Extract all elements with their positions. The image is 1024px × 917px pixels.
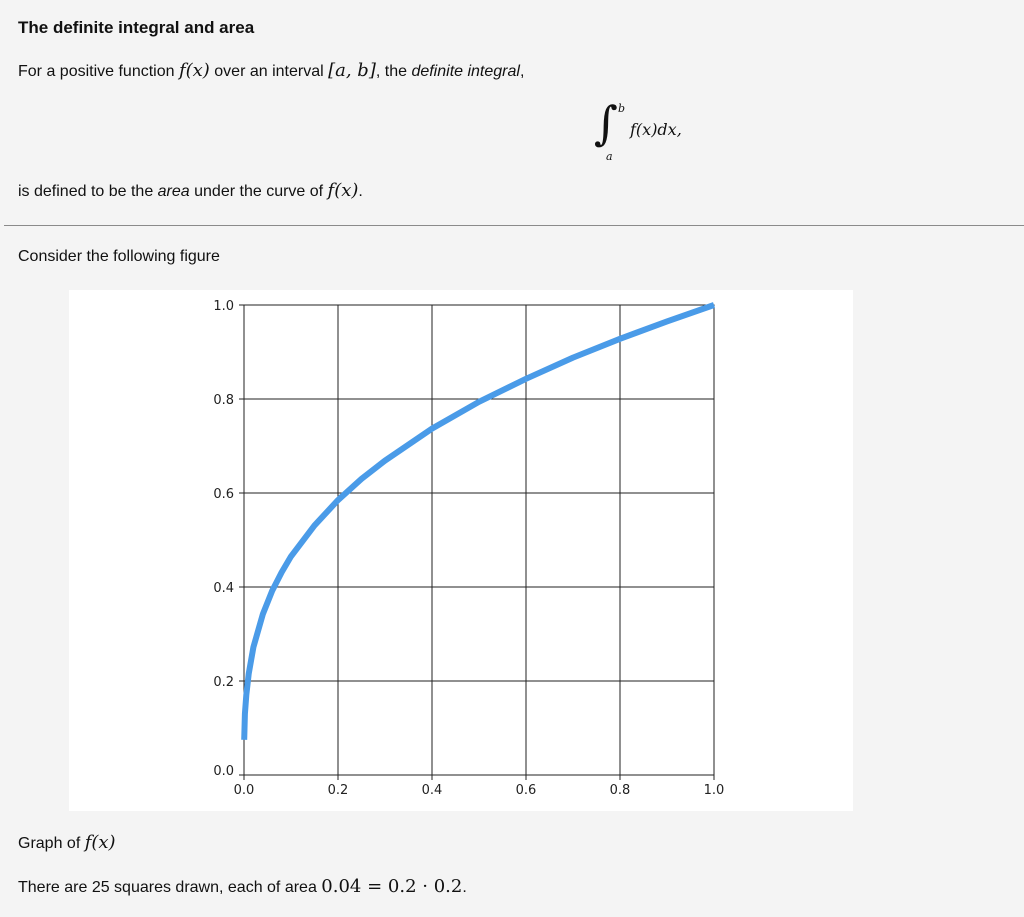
integral-equation <box>594 96 734 170</box>
y-tick-label: 0.0 <box>213 764 234 779</box>
y-tick-label: 0.2 <box>213 675 234 690</box>
x-tick-label: 1.0 <box>703 783 725 798</box>
integral-lower-limit: a <box>606 150 613 163</box>
intro-text-3: , the <box>375 63 412 80</box>
squares-note <box>18 876 467 897</box>
integral-upper-limit: b <box>618 102 626 115</box>
intro-paragraph <box>18 60 524 81</box>
y-tick-label: 0.4 <box>213 581 234 596</box>
defined-text-2: under the curve of <box>189 183 328 200</box>
x-tick-label: 0.6 <box>515 783 537 798</box>
x-tick-label: 0.2 <box>327 783 349 798</box>
figure-caption <box>18 832 116 853</box>
consider-text: Consider the following figure <box>18 248 220 265</box>
function-graph <box>69 290 853 811</box>
squares-note-end: . <box>462 879 467 896</box>
x-tick-label: 0.4 <box>421 783 443 798</box>
x-tick-label: 0.8 <box>609 783 631 798</box>
plot-frame <box>244 305 714 775</box>
defined-text-3: . <box>358 183 363 200</box>
squares-note-math: 0.04 = 0.2 · 0.2 <box>321 876 463 897</box>
x-tick-label: 0.0 <box>233 783 255 798</box>
integrand: f(x)dx, <box>630 120 682 139</box>
intro-text-1: For a positive function <box>18 63 179 80</box>
intro-text-4: , <box>519 63 525 80</box>
intro-text-2: over an interval <box>209 63 329 80</box>
intro-interval-math: [a, b] <box>328 60 376 81</box>
intro-fx-math: f(x) <box>178 60 210 81</box>
defined-emphasis: area <box>157 183 190 200</box>
defined-fx-math: f(x) <box>327 180 359 201</box>
squares-note-text: There are 25 squares drawn, each of area <box>18 879 322 896</box>
intro-emphasis: definite integral <box>411 63 520 80</box>
divider <box>4 225 1024 226</box>
y-tick-label: 1.0 <box>213 299 234 314</box>
y-tick-label: 0.8 <box>213 393 234 408</box>
caption-fx-math: f(x) <box>84 832 116 853</box>
defined-text-1: is defined to be the <box>18 183 158 200</box>
integral-sign-icon: ∫ <box>594 96 618 150</box>
curve-fx <box>244 305 714 740</box>
y-tick-label: 0.6 <box>213 487 234 502</box>
caption-text: Graph of <box>18 835 85 852</box>
figure <box>69 290 853 811</box>
definition-paragraph <box>18 180 363 201</box>
section-heading: The definite integral and area <box>18 18 255 37</box>
